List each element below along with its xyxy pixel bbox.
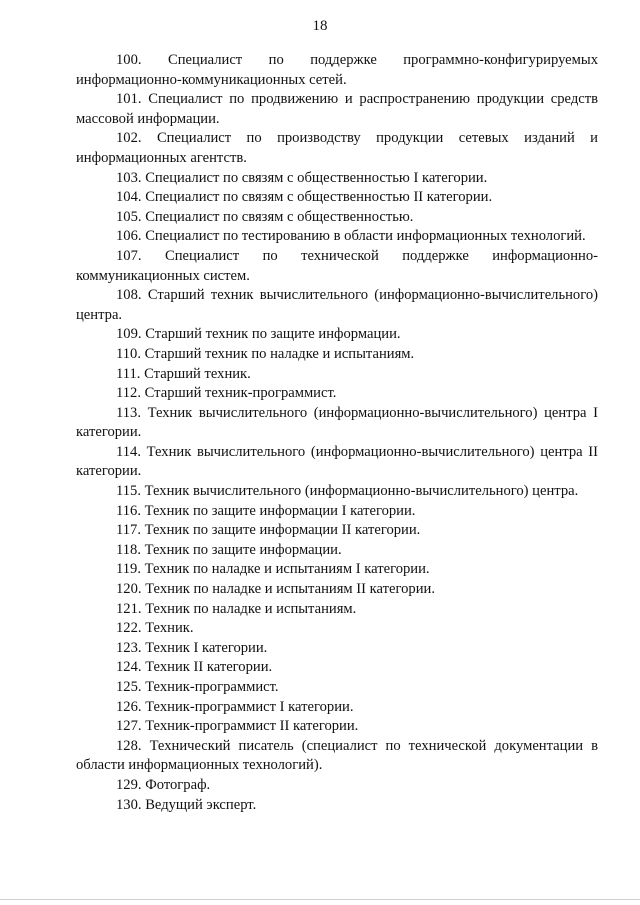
list-item: 101. Специалист по продвижению и распространению продукции средств массовой информации. xyxy=(76,91,598,127)
list-item: 113. Техник вычислительного (информационно-вычислительного) центра I категории. xyxy=(76,404,598,441)
list-item: 130. Ведущий эксперт. xyxy=(116,796,257,813)
page-bottom-edge xyxy=(0,899,640,900)
occupation-list xyxy=(76,51,598,815)
list-item: 118. Техник по защите информации. xyxy=(116,541,342,558)
list-item: 120. Техник по наладке и испытаниям II категории. xyxy=(116,581,435,598)
list-item: 114. Техник вычислительного (информационно-вычислительного) центра II категории. xyxy=(76,443,598,480)
list-item: 106. Специалист по тестированию в области информационных технологий. xyxy=(116,228,586,245)
list-item: 105. Специалист по связям с общественностью. xyxy=(116,208,414,225)
list-item: 117. Техник по защите информации II категории. xyxy=(116,522,421,539)
list-item: 112. Старший техник-программист. xyxy=(116,385,337,402)
list-item: 103. Специалист по связям с общественностью I категории. xyxy=(116,169,488,186)
list-item: 102. Специалист по производству продукции сетевых изданий и информационных агентств. xyxy=(76,130,598,166)
list-item: 115. Техник вычислительного (информационно-вычислительного) центра. xyxy=(116,483,579,500)
list-item: 108. Старший техник вычислительного (информационно-вычислительного) центра. xyxy=(76,287,598,323)
list-item: 127. Техник-программист II категории. xyxy=(116,718,359,735)
page-number: 18 xyxy=(312,18,328,34)
list-item: 128. Технический писатель (специалист по технической документации в области информационных технологий). xyxy=(76,737,598,774)
list-item: 107. Специалист по технической поддержке информационно-коммуникационных систем. xyxy=(76,247,598,284)
list-item: 100. Специалист по поддержке программно-конфигурируемых информационно-коммуникационных сетей. xyxy=(76,52,598,88)
list-item: 109. Старший техник по защите информации. xyxy=(116,326,401,343)
list-item: 121. Техник по наладке и испытаниям. xyxy=(116,600,357,617)
list-item: 119. Техник по наладке и испытаниям I категории. xyxy=(116,561,430,578)
list-item: 125. Техник-программист. xyxy=(116,679,279,695)
list-item: 124. Техник II категории. xyxy=(116,659,273,676)
list-item: 110. Старший техник по наладке и испытаниям. xyxy=(116,345,415,362)
list-item: 123. Техник I категории. xyxy=(116,639,268,656)
list-item: 122. Техник. xyxy=(116,620,194,637)
list-item: 104. Специалист по связям с общественностью II категории. xyxy=(116,189,493,206)
list-item: 126. Техник-программист I категории. xyxy=(116,698,354,715)
list-item: 129. Фотограф. xyxy=(116,776,211,793)
list-item: 111. Старший техник. xyxy=(116,365,251,382)
list-item: 116. Техник по защите информации I категории. xyxy=(116,502,416,519)
